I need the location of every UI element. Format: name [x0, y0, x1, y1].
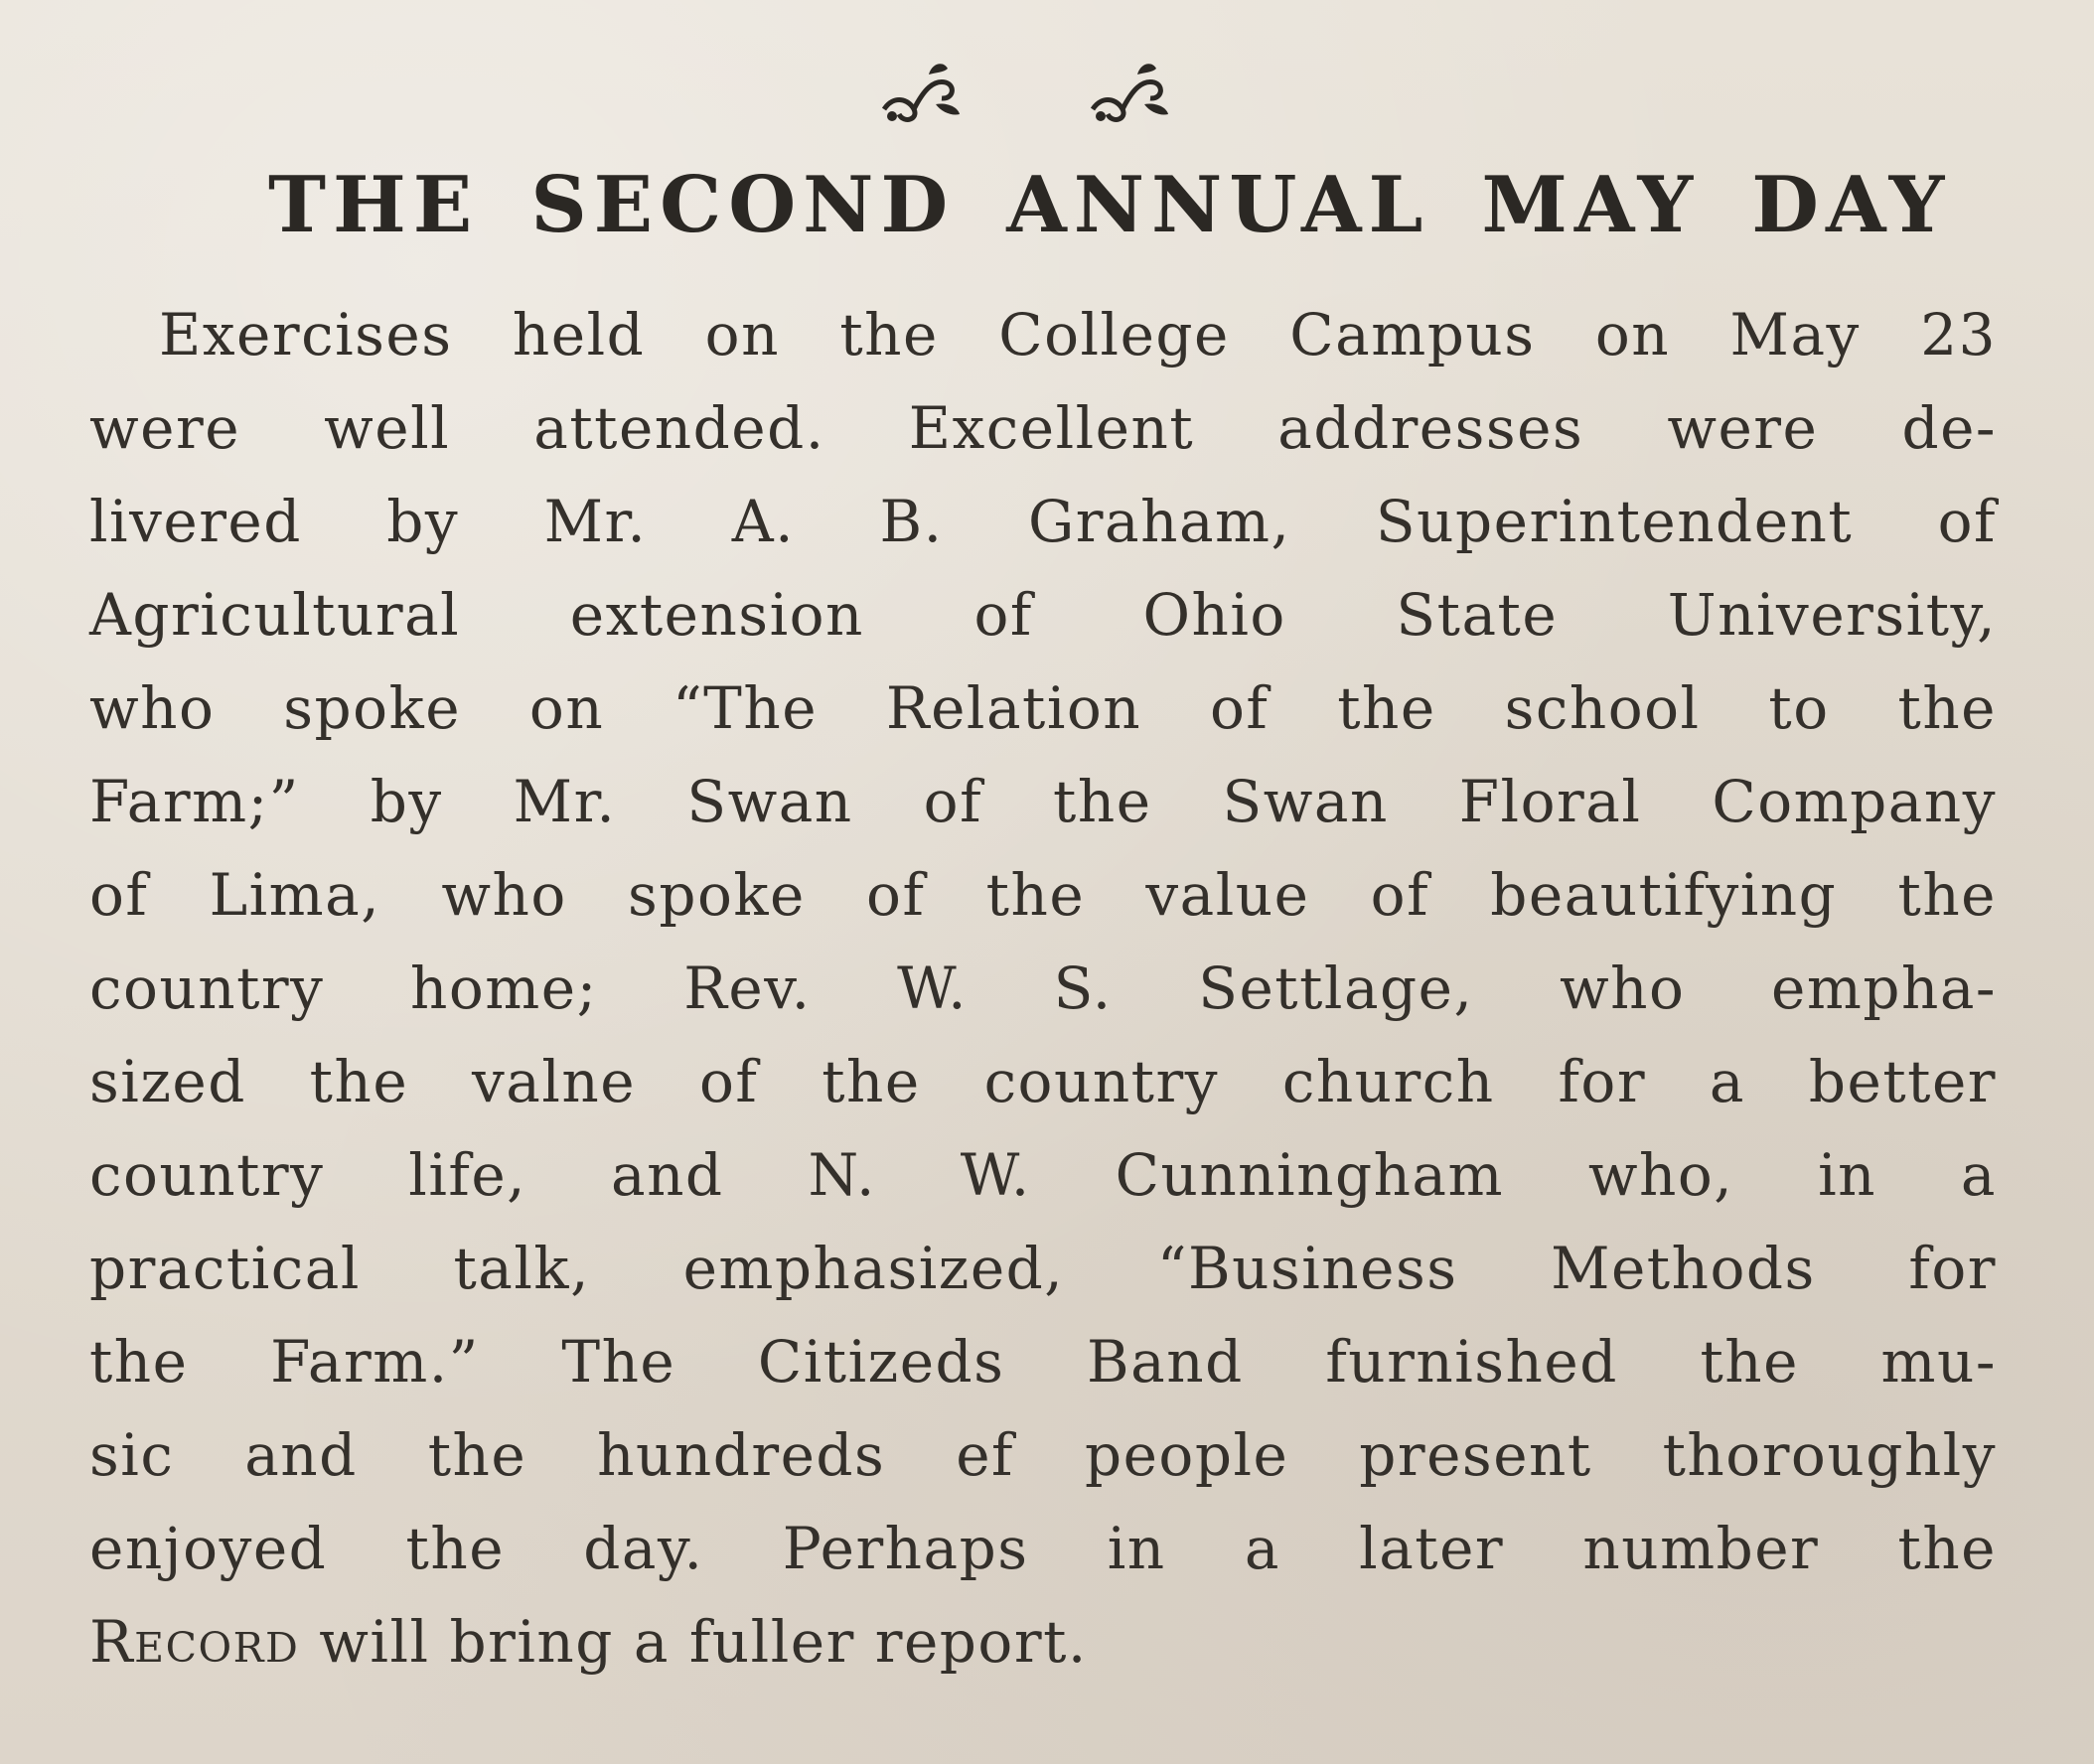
record-small-caps: Record: [89, 1608, 300, 1676]
article-line: country life, and N. W. Cunningham who, in a: [89, 1141, 1997, 1209]
article-line: Farm;” by Mr. Swan of the Swan Floral Company: [89, 768, 1997, 835]
article-line: livered by Mr. A. B. Graham, Superintendent of: [89, 488, 1997, 555]
article-line: sized the valne of the country church for a better: [89, 1048, 1997, 1115]
last-line-rest: will bring a fuller report.: [299, 1608, 1088, 1676]
article-line: who spoke on “The Relation of the school to the: [89, 674, 1997, 742]
article-line: Exercises held on the College Campus on May 23: [159, 301, 1997, 368]
header-ornaments: [874, 55, 1192, 134]
article-line: enjoyed the day. Perhaps in a later number the: [89, 1515, 1997, 1582]
article-body: [89, 288, 1997, 1689]
article-line: Agricultural extension of Ohio State University,: [89, 581, 1997, 649]
article-line: practical talk, emphasized, “Business Methods for: [89, 1235, 1997, 1302]
article-line: were well attended. Excellent addresses were de-: [89, 394, 1997, 462]
article-last-line: [89, 1595, 1997, 1689]
article-line: country home; Rev. W. S. Settlage, who empha-: [89, 955, 1997, 1022]
article-line: sic and the hundreds ef people present thoroughly: [89, 1421, 1997, 1489]
article-line: of Lima, who spoke of the value of beautifying the: [89, 861, 1997, 929]
article-title: THE SECOND ANNUAL MAY DAY: [268, 160, 1952, 250]
fleuron-ornament-icon: [874, 55, 969, 134]
fleuron-ornament-icon: [1083, 55, 1177, 134]
article-line: the Farm.” The Citizeds Band furnished the mu-: [89, 1328, 1997, 1396]
